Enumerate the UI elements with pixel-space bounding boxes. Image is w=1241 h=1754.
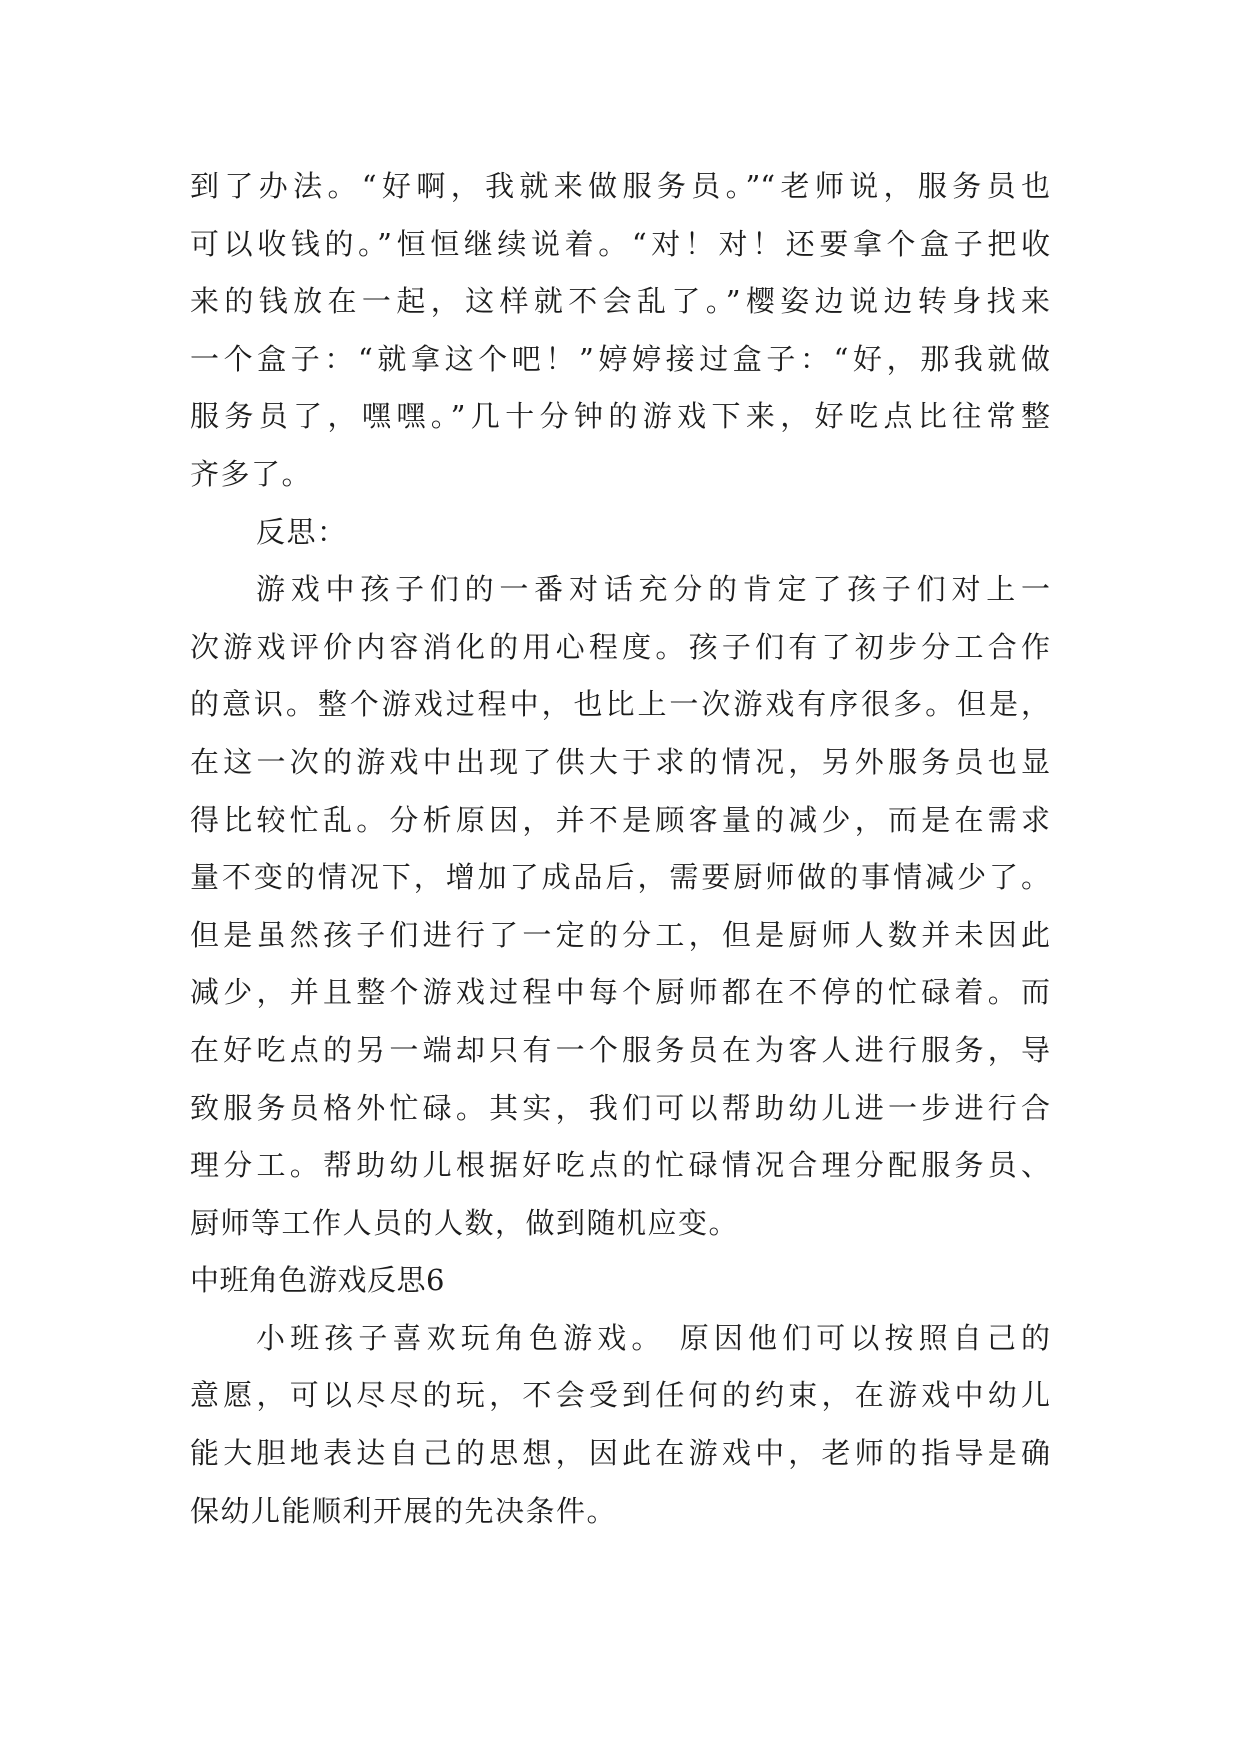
text-line: 能大胆地表达自己的思想，因此在游戏中，老师的指导是确 [190, 1436, 1050, 1471]
text-line: 得比较忙乱。分析原因，并不是顾客量的减少，而是在需求 [190, 802, 1050, 837]
text-line: 在好吃点的另一端却只有一个服务员在为客人进行服务，导 [190, 1032, 1050, 1067]
text-line: 在这一次的游戏中出现了供大于求的情况，另外服务员也显 [190, 744, 1050, 779]
text-line: 量不变的情况下，增加了成品后，需要厨师做的事情减少了。 [190, 860, 1050, 895]
text-line: 意愿，可以尽尽的玩，不会受到任何的约束，在游戏中幼儿 [190, 1378, 1050, 1413]
text-line: 保幼儿能顺利开展的先决条件。 [190, 1493, 618, 1528]
paragraph-section-intro [0, 1310, 1241, 1540]
text-line: 小班孩子喜欢玩角色游戏。 原因他们可以按照自己的 [256, 1320, 1050, 1355]
paragraph-story-continuation [0, 158, 1241, 504]
text-line: 理分工。帮助幼儿根据好吃点的忙碌情况合理分配服务员、 [190, 1148, 1050, 1183]
text-line: 可以收钱的。”恒恒继续说着。“对！对！还要拿个盒子把收 [190, 226, 1050, 261]
document-body [0, 158, 1241, 1540]
text-line: 次游戏评价内容消化的用心程度。孩子们有了初步分工合作 [190, 629, 1050, 664]
text-line: 但是虽然孩子们进行了一定的分工，但是厨师人数并未因此 [190, 917, 1050, 952]
text-line: 齐多了。 [190, 456, 313, 491]
text-line: 服务员了，嘿嘿。”几十分钟的游戏下来，好吃点比往常整 [190, 399, 1050, 434]
text-line: 到了办法。“好啊，我就来做服务员。”“老师说，服务员也 [190, 169, 1050, 203]
section-title: 中班角色游戏反思6 [190, 1263, 445, 1298]
text-line: 厨师等工作人员的人数，做到随机应变。 [190, 1205, 740, 1240]
text-line: 的意识。整个游戏过程中，也比上一次游戏有序很多。但是， [190, 687, 1050, 722]
text-line: 游戏中孩子们的一番对话充分的肯定了孩子们对上一 [256, 572, 1050, 607]
reflection-label: 反思： [256, 514, 348, 549]
text-line: 致服务员格外忙碌。其实，我们可以帮助幼儿进一步进行合 [190, 1090, 1050, 1125]
text-line: 一个盒子：“就拿这个吧！”婷婷接过盒子：“好，那我就做 [190, 341, 1050, 376]
paragraph-reflection [0, 561, 1241, 1252]
text-line: 来的钱放在一起，这样就不会乱了。”樱姿边说边转身找来 [190, 284, 1050, 319]
text-line: 减少，并且整个游戏过程中每个厨师都在不停的忙碌着。而 [190, 975, 1050, 1010]
